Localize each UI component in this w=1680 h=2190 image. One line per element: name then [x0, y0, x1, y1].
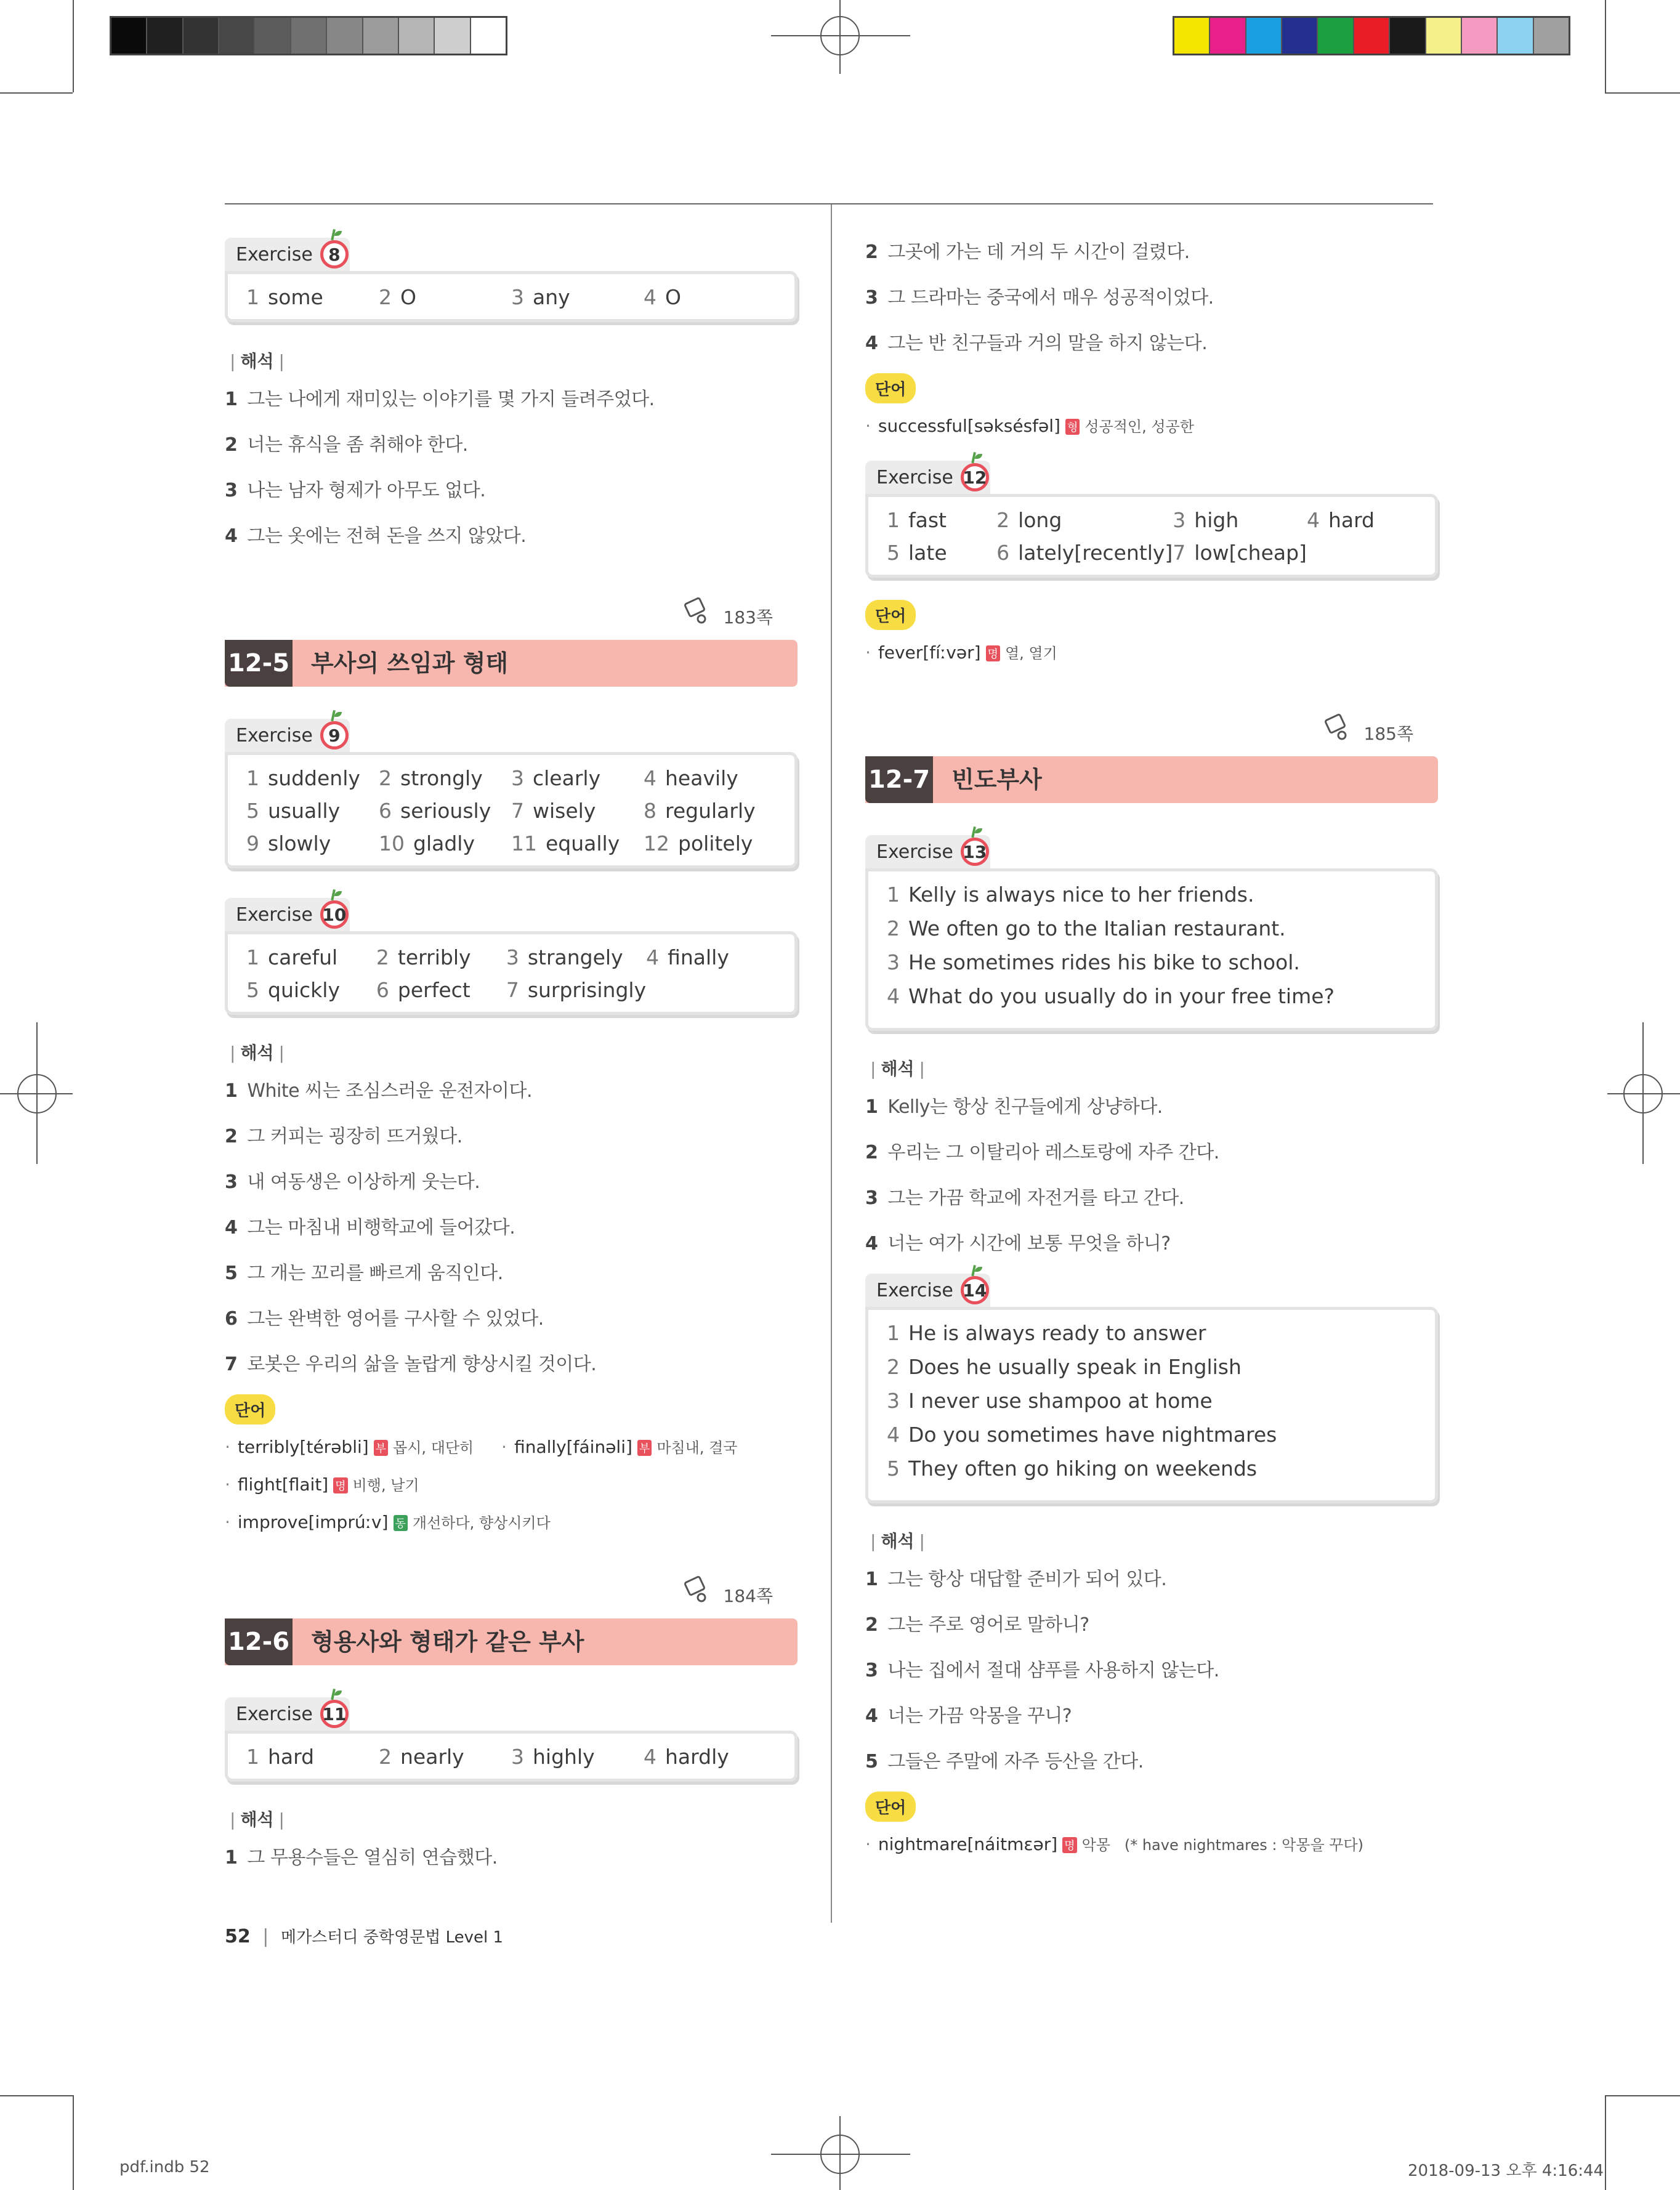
answer-line: 4 Do you sometimes have nightmares	[887, 1423, 1277, 1447]
answer-item: 3 any	[511, 285, 570, 309]
exercise-tab: Exercise 11	[225, 1697, 350, 1731]
translation-row: 2 우리는 그 이탈리아 레스토랑에 자주 간다.	[865, 1142, 1219, 1163]
translation-continued	[865, 236, 1438, 355]
color-swatch	[398, 18, 434, 54]
answer-item: 6 seriously	[379, 799, 491, 823]
answer-item: 3 clearly	[511, 766, 601, 790]
translation-section	[865, 1056, 1438, 1255]
translation-row: 5 그들은 주말에 자주 등산을 간다.	[865, 1751, 1144, 1772]
color-swatch	[111, 18, 146, 54]
answer-line: 4 What do you usually do in your free time?	[887, 984, 1335, 1008]
answer-line: 1 Kelly is always nice to her friends.	[887, 883, 1254, 907]
exercise-number-badge: 8	[320, 240, 349, 269]
exercise-number-badge: 10	[320, 900, 349, 929]
color-swatch	[218, 18, 254, 54]
translation-row: 4 너는 가끔 악몽을 꾸니?	[865, 1705, 1072, 1727]
pencil-icon	[1323, 712, 1352, 740]
exercise-number-badge: 11	[320, 1700, 349, 1728]
grayscale-color-bar	[110, 16, 507, 55]
color-swatch	[1281, 18, 1317, 54]
translation-label: | 해석 |	[870, 1531, 925, 1551]
vocab-row: · successful[səksésfəl] 형 성공적인, 성공한	[865, 416, 1194, 436]
vocab-row: · improve[imprúːv] 동 개선하다, 향상시키다	[225, 1512, 551, 1532]
exercise-8	[225, 238, 798, 322]
answer-item: 1 careful	[246, 945, 338, 969]
pencil-icon	[683, 596, 711, 624]
answer-item: 4 O	[644, 285, 681, 309]
translation-row: 3 내 여동생은 이상하게 웃는다.	[225, 1171, 480, 1193]
color-swatch	[470, 18, 506, 54]
answer-line: 5 They often go hiking on weekends	[887, 1457, 1258, 1481]
color-swatch	[290, 18, 326, 54]
section-header-12-7	[865, 724, 1438, 803]
answer-line: 2 We often go to the Italian restaurant.	[887, 916, 1286, 940]
exercise-10	[225, 898, 798, 1015]
section-code: 12-6	[225, 1618, 293, 1665]
color-swatch	[1174, 18, 1209, 54]
translation-row: 1 White 씨는 조심스러운 운전자이다.	[225, 1080, 533, 1102]
translation-label: | 해석 |	[230, 351, 285, 371]
answer-item: 2 terribly	[376, 945, 471, 969]
exercise-13	[865, 835, 1438, 1031]
color-swatch	[362, 18, 398, 54]
answer-item: 7 surprisingly	[506, 978, 647, 1002]
vocab-row: · flight[flait] 명 비행, 날기	[225, 1474, 419, 1495]
answer-box	[225, 271, 798, 322]
translation-row: 2 그곳에 가는 데 거의 두 시간이 걸렸다.	[865, 241, 1190, 263]
answer-item: 12 politely	[644, 831, 753, 855]
exercise-9	[225, 719, 798, 868]
section-code: 12-7	[865, 756, 933, 803]
answer-item: 1 fast	[887, 508, 947, 532]
answer-box	[865, 1307, 1438, 1503]
answer-box	[865, 494, 1438, 578]
translation-row: 2 너는 휴식을 좀 취해야 한다.	[225, 434, 468, 456]
column-divider	[831, 204, 832, 1923]
exercise-14	[865, 1274, 1438, 1503]
section-header-12-5	[225, 607, 798, 687]
exercise-number-badge: 14	[961, 1276, 989, 1304]
color-swatch	[1245, 18, 1281, 54]
answer-item: 7 wisely	[511, 799, 596, 823]
answer-item: 8 regularly	[644, 799, 756, 823]
answer-item: 7 low[cheap]	[1173, 541, 1307, 565]
file-slug: pdf.indb 52	[119, 2158, 210, 2176]
section-header-12-6	[225, 1586, 798, 1665]
exercise-number-badge: 9	[320, 721, 349, 750]
answer-item: 5 usually	[246, 799, 341, 823]
color-swatch	[182, 18, 218, 54]
translation-row: 4 그는 반 친구들과 거의 말을 하지 않는다.	[865, 333, 1208, 354]
answer-item: 2 strongly	[379, 766, 483, 790]
answer-item: 1 some	[246, 285, 323, 309]
answer-line: 3 I never use shampoo at home	[887, 1389, 1213, 1413]
date-slug: 2018-09-13 오후 4:16:44	[1408, 2162, 1604, 2180]
vocabulary-section	[865, 1792, 1438, 1854]
answer-box	[225, 1731, 798, 1782]
answer-item: 4 hard	[1306, 508, 1375, 532]
translation-row: 3 나는 집에서 절대 샴푸를 사용하지 않는다.	[865, 1660, 1219, 1681]
exercise-number-badge: 12	[961, 463, 989, 491]
vocabulary-label: 단어	[865, 600, 916, 630]
pencil-icon	[683, 1574, 711, 1602]
color-swatch	[326, 18, 361, 54]
translation-section	[225, 1806, 798, 1869]
vocabulary-section	[225, 1394, 798, 1532]
section-code: 12-5	[225, 640, 293, 687]
translation-label: | 해석 |	[230, 1043, 285, 1063]
color-swatch	[1461, 18, 1496, 54]
translation-row: 3 그 드라마는 중국에서 매우 성공적이었다.	[865, 287, 1214, 309]
answer-item: 1 suddenly	[246, 766, 360, 790]
color-swatch	[434, 18, 469, 54]
answer-box	[225, 752, 798, 868]
color-swatch	[254, 18, 289, 54]
color-swatch	[1533, 18, 1569, 54]
answer-item: 2 nearly	[379, 1745, 464, 1769]
section-title: 형용사와 형태가 같은 부사	[311, 1628, 584, 1655]
vocabulary-label: 단어	[225, 1394, 275, 1424]
book-title: 메가스터디 중학영문법 Level 1	[280, 1928, 504, 1947]
answer-item: 4 hardly	[644, 1745, 729, 1769]
vocabulary-section	[865, 600, 1438, 663]
translation-row: 1 그 무용수들은 열심히 연습했다.	[225, 1847, 498, 1869]
color-swatch	[1389, 18, 1424, 54]
vocab-row: · nightmare[náitmɛər] 명 악몽 (* have nightmares : 악몽을 꾸다)	[865, 1834, 1364, 1854]
color-swatch	[1209, 18, 1245, 54]
page-reference: 185쪽	[1363, 724, 1413, 744]
translation-row: 4 그는 마침내 비행학교에 들어갔다.	[225, 1217, 515, 1238]
vocab-row: · fever[fíːvər] 명 열, 열기	[865, 642, 1057, 663]
translation-row: 1 그는 항상 대답할 준비가 되어 있다.	[865, 1569, 1167, 1590]
translation-row: 2 그 커피는 굉장히 뜨거웠다.	[225, 1126, 462, 1147]
exercise-number-badge: 13	[961, 838, 989, 866]
translation-row: 7 로봇은 우리의 삶을 놀랍게 향상시킬 것이다.	[225, 1354, 597, 1375]
color-swatch	[1496, 18, 1532, 54]
answer-item: 10 gladly	[379, 831, 475, 855]
answer-item: 3 high	[1173, 508, 1239, 532]
translation-row: 5 그 개는 꼬리를 빠르게 움직인다.	[225, 1263, 503, 1284]
page-reference: 184쪽	[723, 1586, 773, 1606]
translation-section	[865, 1528, 1438, 1773]
color-swatch	[1353, 18, 1389, 54]
exercise-tab: Exercise 12	[865, 461, 990, 494]
translation-row: 6 그는 완벽한 영어를 구사할 수 있었다.	[225, 1308, 544, 1330]
section-title: 부사의 쓰임과 형태	[311, 650, 509, 677]
cmyk-color-bar	[1173, 16, 1570, 55]
right-column	[865, 203, 1438, 1870]
answer-line: 2 Does he usually speak in English	[887, 1355, 1242, 1379]
left-column	[225, 203, 798, 1947]
exercise-11	[225, 1697, 798, 1782]
page-number: 52	[225, 1926, 251, 1947]
page-footer: 52 | 메가스터디 중학영문법 Level 1	[225, 1926, 504, 1947]
color-swatch	[146, 18, 182, 54]
translation-row: 4 너는 여가 시간에 보통 무엇을 하니?	[865, 1233, 1171, 1255]
exercise-tab: Exercise 10	[225, 898, 350, 931]
translation-row: 2 그는 주로 영어로 말하니?	[865, 1614, 1089, 1636]
answer-item: 2 long	[996, 508, 1062, 532]
translation-label: | 해석 |	[230, 1809, 285, 1830]
translation-section	[225, 348, 798, 548]
vocabulary-label: 단어	[865, 373, 916, 403]
answer-item: 6 perfect	[376, 978, 470, 1002]
answer-item: 5 quickly	[246, 978, 340, 1002]
translation-row: 3 그는 가끔 학교에 자전거를 타고 간다.	[865, 1187, 1184, 1209]
answer-box	[865, 868, 1438, 1031]
answer-item: 11 equally	[511, 831, 620, 855]
answer-item: 4 heavily	[644, 766, 738, 790]
exercise-tab: Exercise 14	[865, 1274, 990, 1307]
exercise-tab: Exercise 9	[225, 719, 350, 752]
section-title: 빈도부사	[951, 766, 1042, 793]
translation-row: 3 나는 남자 형제가 아무도 없다.	[225, 480, 486, 501]
color-swatch	[1317, 18, 1352, 54]
translation-row: 1 그는 나에게 재미있는 이야기를 몇 가지 들려주었다.	[225, 389, 655, 410]
vocabulary-label: 단어	[865, 1792, 916, 1822]
vocabulary-section	[865, 373, 1438, 436]
answer-line: 3 He sometimes rides his bike to school.	[887, 950, 1300, 974]
translation-row: 1 Kelly는 항상 친구들에게 상냥하다.	[865, 1096, 1163, 1118]
answer-line: 1 He is always ready to answer	[887, 1321, 1206, 1345]
color-swatch	[1425, 18, 1461, 54]
translation-label: | 해석 |	[870, 1059, 925, 1079]
answer-item: 3 highly	[511, 1745, 595, 1769]
translation-row: 4 그는 옷에는 전혀 돈을 쓰지 않았다.	[225, 525, 527, 547]
exercise-tab: Exercise 8	[225, 238, 350, 271]
answer-item: 5 late	[887, 541, 947, 565]
answer-item: 9 slowly	[246, 831, 331, 855]
answer-item: 6 lately[recently]	[996, 541, 1173, 565]
page-reference: 183쪽	[723, 607, 773, 628]
exercise-tab: Exercise 13	[865, 835, 990, 868]
vocab-row: · terribly[térəbli] 부 몹시, 대단히 · finally[fáinəli] 부 마침내, 결국	[225, 1437, 738, 1457]
answer-item: 2 O	[379, 285, 416, 309]
answer-item: 1 hard	[246, 1745, 315, 1769]
translation-section	[225, 1040, 798, 1376]
answer-box	[225, 931, 798, 1015]
exercise-12	[865, 461, 1438, 578]
answer-item: 4 finally	[646, 945, 729, 969]
answer-item: 3 strangely	[506, 945, 623, 969]
